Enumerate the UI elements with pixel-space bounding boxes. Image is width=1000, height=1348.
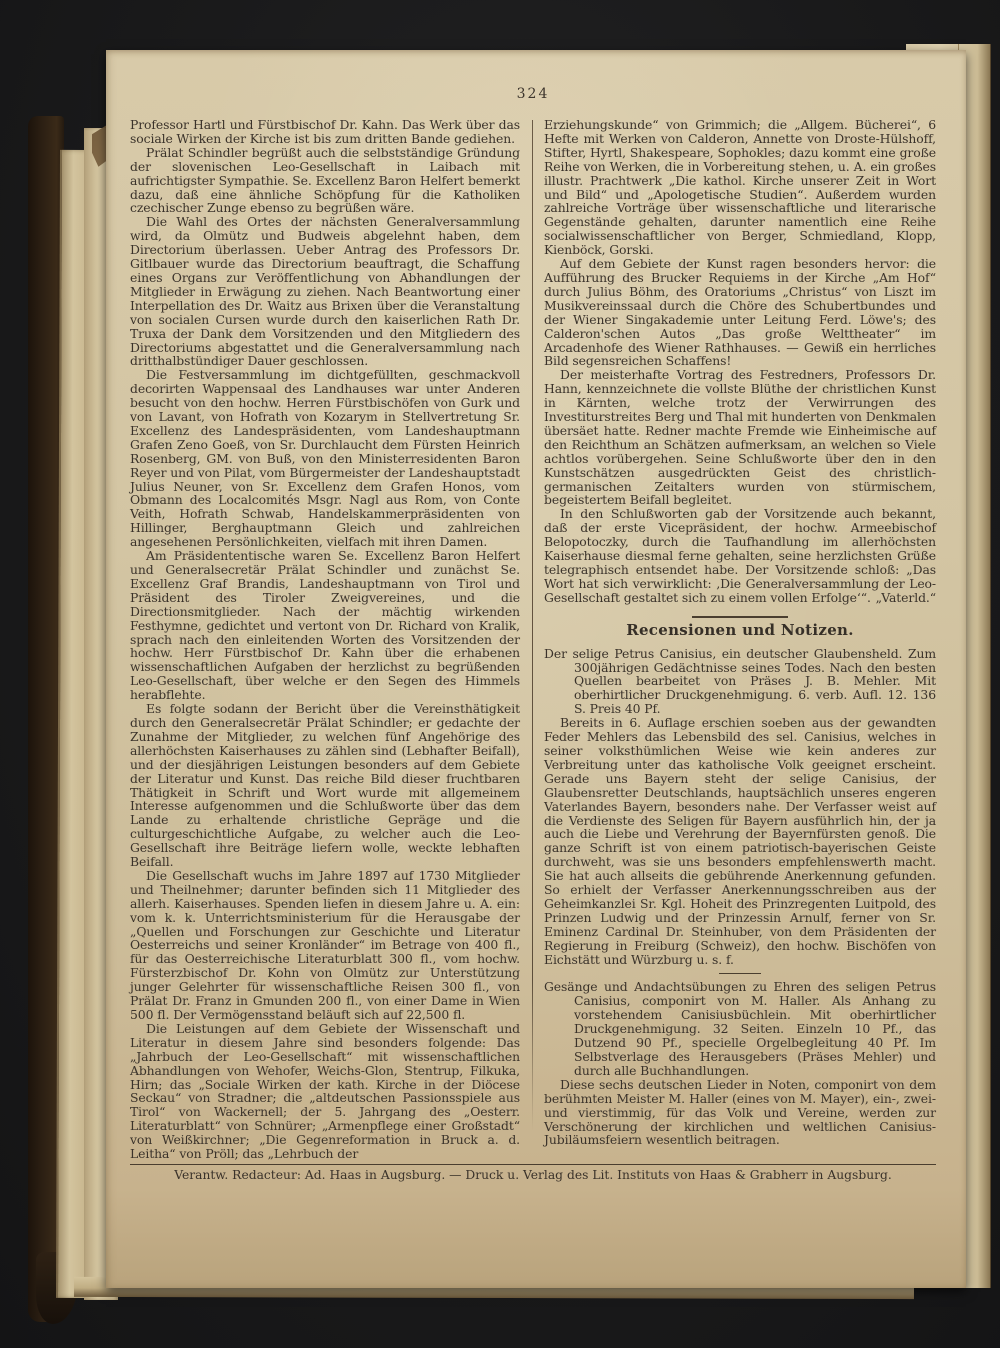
imprint-footer: Verantw. Redacteur: Ad. Haas in Augsburg. — Druck u. Verlag des Lit. Instituts von Haas & Grabherr in Augsburg. <box>174 1167 892 1182</box>
paragraph: Die Gesellschaft wuchs im Jahre 1897 auf 1730 Mitglieder und Theilnehmer; darunter befinden sich 11 Mitglieder des allerh. Kaiserhauses. Spenden liefen in diesem Jahre u. A. ein: vom k. k. Unterrichtsministerium für die Herausgabe der „Quellen und Forschungen zur Geschichte und Literatur Oesterreichs und seiner Kronländer“ im Betrage von 400 fl., für das Oesterreichische Literaturblatt 300 fl., vom hochw. Fürsterzbischof Dr. Kohn von Olmütz zur Unterstützung junger Gelehrter für wissenschaftliche Reisen 300 fl., von Prälat Dr. Franz in Gmunden 200 fl., von einer Dame in Wien 500 fl. Der Vermögensstand beläuft sich auf 22,500 fl. <box>130 867 520 1022</box>
footer-rule <box>130 1164 936 1165</box>
page-number: 324 <box>516 86 550 102</box>
left-column <box>130 118 520 1161</box>
text-columns <box>130 118 936 1161</box>
column-divider <box>532 120 533 1131</box>
review-head: Gesänge und Andachtsübungen zu Ehren des seligen Petrus Canisius, componirt von M. Haller. Als Anhang zu vorstehendem Canisiusbüchlein. Mit oberhirtlicher Druckgenehmigung. 32 Seiten. Einzeln 10 Pf., das Dutzend 90 Pf., specielle Orgelbegleitung 40 Pf. Im Selbstverlage des Herausgebers (Präses Mehler) und durch alle Buchhandlungen. <box>544 979 936 1078</box>
review-body: Bereits in 6. Auflage erschien soeben aus der gewandten Feder Mehlers das Lebensbild des sel. Canisius, welches in seiner volksthümlichen Weise wie kein anderes zur Verbreitung unter das katholische Volk geeignet erscheint. Gerade uns Bayern steht der selige Canisius, der Glaubensretter Deutschlands, hauptsächlich unseres engeren Vaterlandes Bayern, besonders nahe. Der Verfasser weist auf die Verdienste des Seligen für Bayern ausführlich hin, der ja auch die Liebe und Verehrung der Bayernfürsten genoß. Die ganze Schrift ist von einem patriotisch-bayerischen Geiste durchweht, was sie uns besonders empfehlenswerth macht. Sie hat auch allseits die gebührende Anerkennung gefunden. So erhielt der Verfasser Anerkennungsschreiben aus der Geheimkanzlei Sr. Kgl. Hoheit des Prinzregenten Luitpold, des Prinzen Ludwig und der Prinzessin Arnulf, ferner von Sr. Eminenz Cardinal Dr. Steinhuber, von dem Präsidenten der Regierung in Freiburg (Schweiz), den hochw. Bischöfen von Eichstätt und Würzburg u. s. f. <box>544 715 936 967</box>
review-body: Diese sechs deutschen Lieder in Noten, componirt von dem berühmten Meister M. Haller (eines von M. Mayer), ein-, zwei- und vierstimmig, für das Volk und Vereine, werden zur Verschönerung der kirchlichen und weltlichen Canisius-Jubiläumsfeiern wesentlich beitragen. <box>544 1076 936 1148</box>
paragraph: Am Präsidententische waren Se. Excellenz Baron Helfert und Generalsecretär Prälat Schindler und zunächst Se. Excellenz Graf Brandis, Landeshauptmann von Tirol und Präsident des Tiroler Zweigvereines, und die Directionsmitglieder. Nach der mächtig wirkenden Festhymne, gedichtet und vertont von Dr. Richard von Kralik, sprach nach den einleitenden Worten des Vorsitzenden der hochw. Herr Fürstbischof Dr. Kahn über die erhabenen wissenschaftlichen Aufgaben der herzlichst zu begrüßenden Leo-Gesellschaft, über welche er den Segen des Himmels herabflehte. <box>130 548 520 703</box>
paragraph: Professor Hartl und Fürstbischof Dr. Kahn. Das Werk über das sociale Wirken der Kirche ist bis zum dritten Bande gediehen. <box>130 117 520 146</box>
paragraph: Der meisterhafte Vortrag des Festredners, Professors Dr. Hann, kennzeichnete die vollste Blüthe der christlichen Kunst in Kärnten, welche trotz der Verwirrungen des Investiturstreites Berg und Thal mit hunderten von Denkmalen übersäet hatte. Redner machte Fremde wie Einheimische auf den Reichthum an Schätzen aufmerksam, an welchen so Viele achtlos vorübergehen. Seine Schlußworte über den in den Kunstschätzen ausgedrückten Geist des christlich-germanischen Zeitalters wurden von stürmischem, begeistertem Beifall begleitet. <box>544 367 936 508</box>
paragraph: Die Festversammlung im dichtgefüllten, geschmackvoll decorirten Wappensaal des Landhauses war unter Anderen besucht von den hochw. Herren Fürstbischöfen von Gurk und von Lavant, von Hofrath von Kozarym in Stellvertretung Sr. Excellenz des Landespräsidenten, vom Landeshauptmann Grafen Zeno Goeß, von Sr. Durchlaucht dem Fürsten Heinrich Rosenberg, GM. von Buß, von den Ministerresidenten Baron Reyer und von Pilat, vom Bürgermeister der Landeshauptstadt Julius Neuner, von Sr. Excellenz dem Grafen Honos, vom Obmann des Localcomités Msgr. Nagl aus Rom, von Conte Veith, Hofrath Schwab, Handelskammerpräsidenten von Hillinger, Berghauptmann Gleich und zahlreichen angesehenen Persönlichkeiten, vielfach mit ihren Damen. <box>130 367 520 550</box>
paragraph-text: In den Schlußworten gab der Vorsitzende auch bekannt, daß der erste Vicepräsident, der hochw. Armeebischof Belopotoczky, durch die Taufhandlung im allerhöchsten Kaiserhause diesmal ferne gehalten, seine herzlichsten Grüße telegraphisch entsendet habe. Der Vorsitzende schloß: „Das Wort hat sich verwirklicht: ‚Die Generalversammlung der Leo-Gesellschaft gestaltet sich zu einem vollen Erfolge‘“. <box>544 506 936 605</box>
review-separator-rule <box>719 973 761 974</box>
paragraph: Die Leistungen auf dem Gebiete der Wissenschaft und Literatur in diesem Jahre sind besonders folgende: Das „Jahrbuch der Leo-Gesellschaft“ mit wissenschaftlichen Abhandlungen von Wehofer, Weichs-Glon, Stentrup, Filkuka, Hirn; das „Sociale Wirken der kath. Kirche in der Diöcese Seckau“ von Stradner; die „altdeutschen Passionsspiele aus Tirol“ von Wackernell; der 5. Jahrgang des „Oesterr. Literaturblatt“ von Schnürer; „Armenpflege einer Großstadt“ von Weißkirchner; „Die Gegenreformation in Bruck a. d. Leitha“ von Pröll; das „Lehrbuch der <box>130 1020 520 1162</box>
paragraph: Auf dem Gebiete der Kunst ragen besonders hervor: die Aufführung des Brucker Requiems in der Kirche „Am Hof“ durch Julius Böhm, des Oratoriums „Christus“ von Liszt im Musikvereinssaal durch die Chöre des Schubertbundes und der Wiener Singakademie unter Leitung Ferd. Löwe's; des Calderon'schen Autos „Das große Welttheater“ im Arcadenhofe des Wiener Rathhauses. — Gewiß ein herrliches Bild segensreichen Schaffens! <box>544 256 936 369</box>
paragraph: Die Wahl des Ortes der nächsten Generalversammlung wird, da Olmütz und Budweis abgelehnt haben, dem Directorium überlassen. Ueber Antrag des Professors Dr. Gitlbauer wurde das Directorium beauftragt, die Schaffung eines Organs zur Veröffentlichung von Abhandlungen der Mitglieder in Erwägung zu ziehen. Nach Beantwortung einer Interpellation des Dr. Waitz aus Brixen über die Veranstaltung von socialen Cursen wurde durch den kaiserlichen Rath Dr. Truxa der Dank dem Vorsitzenden und den Mitgliedern des Directoriums abgestattet und die Generalversammlung nach dritthalbstündiger Dauer geschlossen. <box>130 214 520 369</box>
source-attribution: „Vaterld.“ <box>875 589 936 605</box>
page-content <box>130 86 936 1182</box>
paragraph: Es folgte sodann der Bericht über die Vereinsthätigkeit durch den Generalsecretär Prälat Schindler; er gedachte der Zunahme der Mitglieder, zu welchen fünf Angehörige des allerhöchsten Kaiserhauses zu zählen sind (Lebhafter Beifall), und der diesjährigen Leistungen besonders auf dem Gebiete der Literatur und Kunst. Das reiche Bild dieser fruchtbaren Thätigkeit in Schrift und Wort wurde mit allgemeinem Interesse aufgenommen und die Schlußworte über das dem Lande zu erhaltende christliche Gepräge und die culturgeschichtliche Aufgabe, zu welcher auch die Leo-Gesellschaft ihre Beiträge liefern wolle, weckte lebhaften Beifall. <box>130 701 520 870</box>
right-column <box>544 118 936 1161</box>
paragraph: Prälat Schindler begrüßt auch die selbstständige Gründung der slovenischen Leo-Gesellschaft in Laibach mit aufrichtigster Sympathie. Se. Excellenz Baron Helfert bemerkt dazu, daß eine ähnliche Schöpfung für die Katholiken czechischer Zunge ebenso zu begrüßen wäre. <box>130 144 520 216</box>
review-head: Der selige Petrus Canisius, ein deutscher Glaubensheld. Zum 300jährigen Gedächtnisse seines Todes. Nach den besten Quellen bearbeitet von Präses J. B. Mehler. Mit oberhirtlicher Druckgenehmigung. 6. verb. Aufl. 12. 136 S. Preis 40 Pf. <box>544 645 936 717</box>
book-page <box>106 50 966 1288</box>
paragraph: Erziehungskunde“ von Grimmich; die „Allgem. Bücherei“, 6 Hefte mit Werken von Calderon, Annette von Droste-Hülshoff, Stifter, Hyrtl, Shakespeare, Sophokles; dazu kommt eine große Reihe von Werken, die in Vorbereitung stehen, u. A. ein großes illustr. Prachtwerk „Die kathol. Kirche unserer Zeit in Wort und Bild“ und „Apologetische Studien“. Außerdem wurden zahlreiche Vorträge über wissenschaftliche und literarische Gegenstände gehalten, darunter namentlich eine Reihe socialwissenschaftlicher von Berger, Schmiedland, Klopp, Kienböck, Gorski. <box>544 117 936 258</box>
paragraph <box>544 507 936 604</box>
section-heading: Recensionen und Notizen. <box>626 620 854 639</box>
section-rule <box>692 616 788 618</box>
